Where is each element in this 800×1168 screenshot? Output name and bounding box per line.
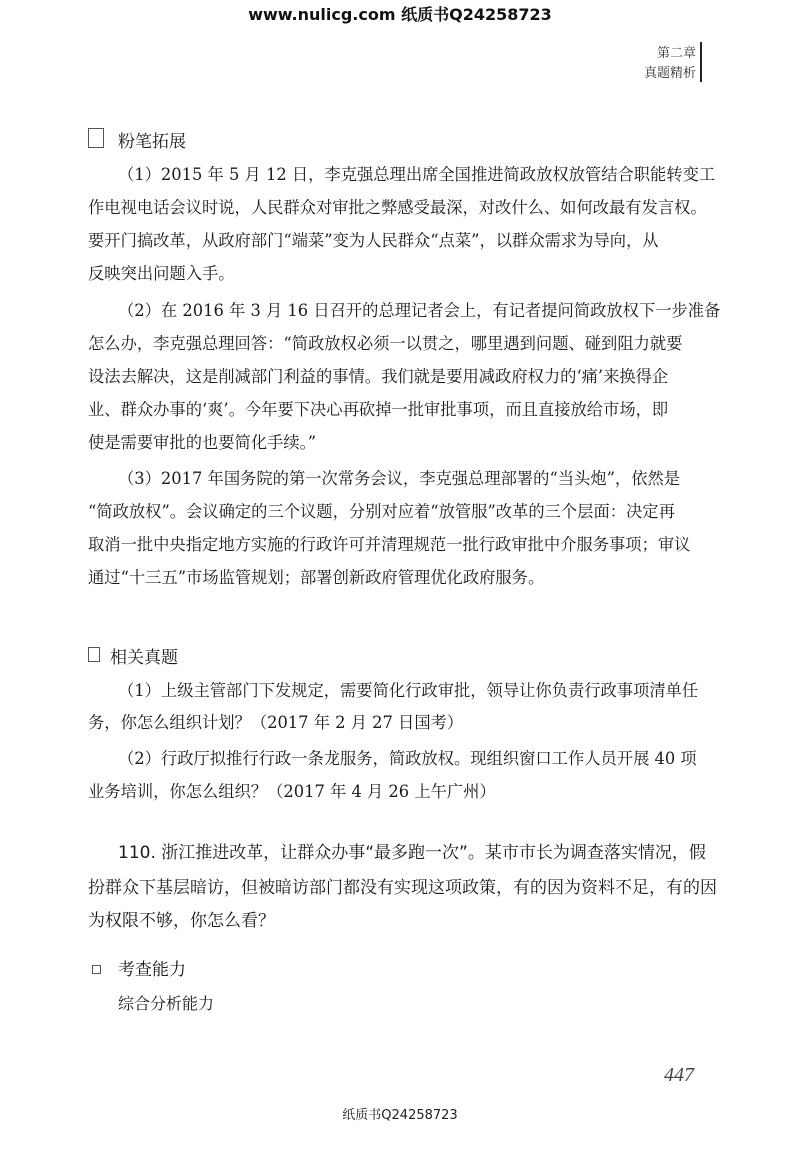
section-label: 真题精析 [643, 66, 696, 81]
text-line: 怎么办，李克强总理回答：“简政放权必须一以贯之，哪里遇到问题、碰到阻力就要 [88, 334, 683, 353]
text-line: 作电视电话会议时说，人民群众对审批之弊感受最深，对改什么、如何改最有发言权。 [88, 198, 707, 217]
ability-value: 综合分析能力 [118, 994, 215, 1013]
watermark-top: www.nulicg.com 纸质书Q24258723 [248, 5, 552, 24]
watermark-bottom: 纸质书Q24258723 [342, 1108, 458, 1123]
ability-icon [92, 965, 101, 974]
running-header [644, 44, 696, 84]
text-line: “简政放权”。会议确定的三个议题，分别对应着“放管服”改革的三个层面：决定再 [88, 502, 675, 521]
text-line: （1）2015 年 5 月 12 日，李克强总理出席全国推进简政放权放管结合职能转变工 [118, 165, 716, 184]
question-line: 110. 浙江推进改革，让群众办事“最多跑一次”。某市市长为调查落实情况，假 [118, 843, 706, 863]
text-line: 务，你怎么组织计划？（2017 年 2 月 27 日国考） [88, 713, 464, 732]
header-divider [700, 42, 702, 82]
ability-title: 考查能力 [118, 960, 186, 980]
text-line: 使是需要审批的也要简化手续。” [88, 433, 317, 452]
page-number: 447 [664, 1064, 694, 1086]
text-line: 反映突出问题入手。 [88, 264, 235, 283]
related-title: 相关真题 [110, 648, 178, 668]
extension-icon [88, 128, 104, 148]
text-line: 要开门搞改革，从政府部门“端菜”变为人民群众“点菜”，以群众需求为导向，从 [88, 231, 659, 250]
text-line: 业、群众办事的‘爽’。今年要下决心再砍掉一批审批事项，而且直接放给市场，即 [88, 400, 669, 419]
text-line: 业务培训，你怎么组织？（2017 年 4 月 26 上午广州） [88, 782, 496, 801]
text-line: 设法去解决，这是削减部门利益的事情。我们就是要用减政府权力的‘痛’来换得企 [88, 367, 669, 386]
text-line: （2）行政厅拟推行行政一条龙服务，简政放权。现组织窗口工作人员开展 40 项 [118, 749, 697, 768]
related-icon [88, 647, 100, 662]
extension-title: 粉笔拓展 [118, 132, 186, 152]
text-line: 通过“十三五”市场监管规划；部署创新政府管理优化政府服务。 [88, 568, 545, 587]
text-line: （3）2017 年国务院的第一次常务会议，李克强总理部署的“当头炮”，依然是 [118, 469, 681, 488]
text-line: （1）上级主管部门下发规定，需要简化行政审批，领导让你负责行政事项清单任 [118, 681, 699, 700]
text-line: （2）在 2016 年 3 月 16 日召开的总理记者会上，有记者提问简政放权下一步准备 [118, 301, 721, 320]
question-line: 扮群众下基层暗访，但被暗访部门都没有实现这项政策，有的因为资料不足，有的因 [88, 878, 717, 898]
chapter-label: 第二章 [656, 46, 696, 61]
question-line: 为权限不够，你怎么看？ [88, 911, 275, 931]
text-line: 取消一批中央指定地方实施的行政许可并清理规范一批行政审批中介服务事项；审议 [88, 535, 691, 554]
